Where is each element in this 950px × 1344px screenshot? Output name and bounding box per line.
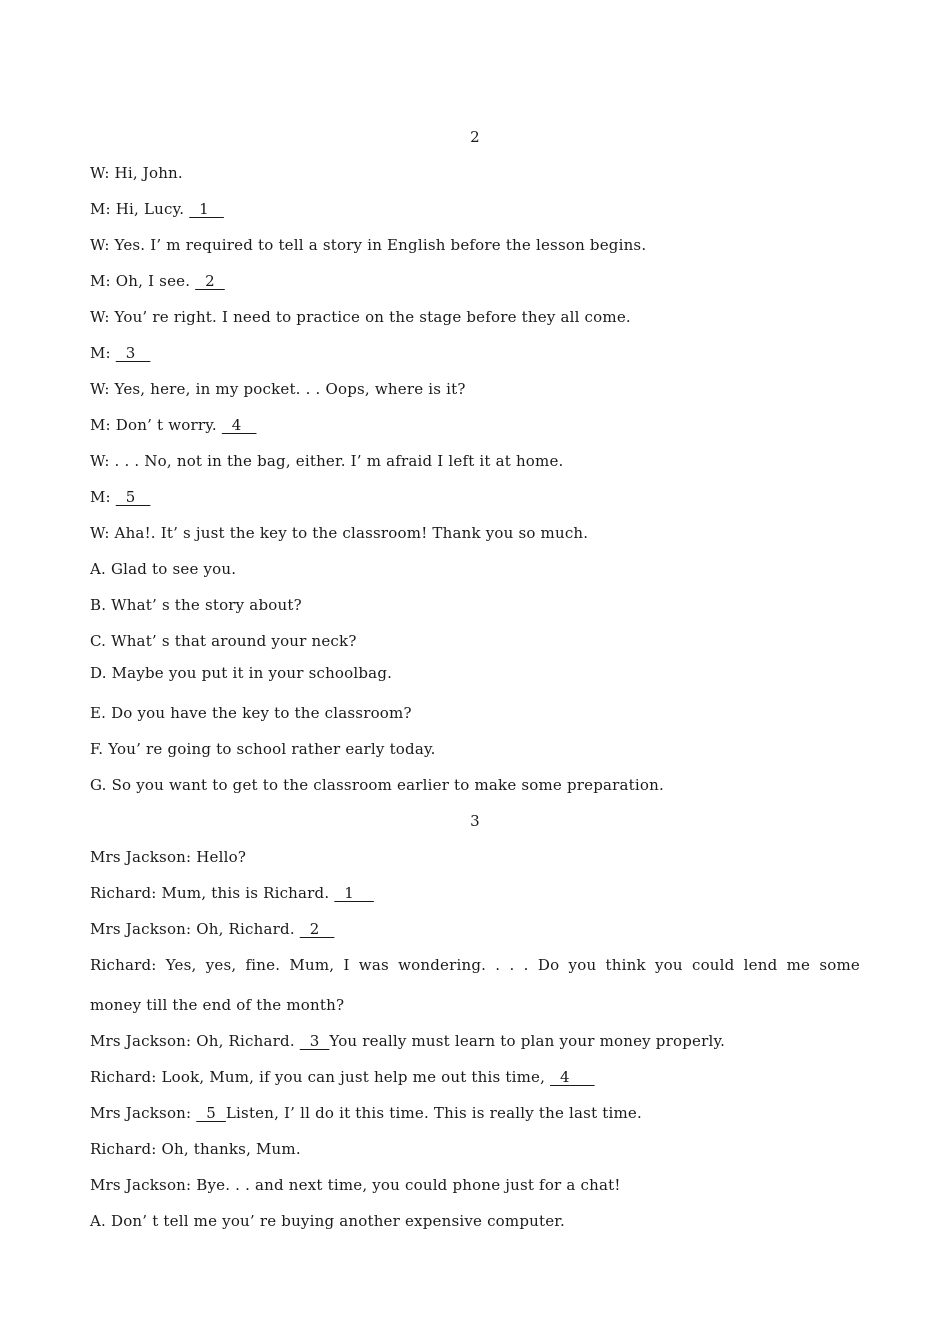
dialogue-line: W: . . . No, not in the bag, either. I’ m afraid I left it at home. xyxy=(90,452,564,470)
answer-blank: 4 xyxy=(550,1068,595,1086)
answer-blank: 3 xyxy=(299,1032,330,1050)
option-item: G. So you want to get to the classroom earlier to make some preparation. xyxy=(90,776,664,794)
answer-blank: 5 xyxy=(115,488,151,506)
dialogue-line: Richard: Oh, thanks, Mum. xyxy=(90,1140,301,1158)
dialogue-line: W: Hi, John. xyxy=(90,164,183,182)
dialogue-line: Mrs Jackson: 5 Listen, I’ ll do it this time. This is really the last time. xyxy=(90,1104,642,1122)
option-item: E. Do you have the key to the classroom? xyxy=(90,704,412,722)
answer-blank: 2 xyxy=(195,272,225,290)
dialogue-line: W: Yes, here, in my pocket. . . Oops, where is it? xyxy=(90,380,466,398)
option-item: F. You’ re going to school rather early today. xyxy=(90,740,436,758)
dialogue-line: Mrs Jackson: Oh, Richard. 3 You really must learn to plan your money properly. xyxy=(90,1032,726,1050)
answer-blank: 2 xyxy=(299,920,335,938)
dialogue-line: Mrs Jackson: Bye. . . and next time, you could phone just for a chat! xyxy=(90,1176,621,1194)
dialogue-line: Mrs Jackson: Oh, Richard. 2 xyxy=(90,920,335,938)
dialogue-line: Richard: Mum, this is Richard. 1 xyxy=(90,884,374,902)
dialogue-line: Richard: Yes, yes, fine. Mum, I was wondering. . . . Do you think you could lend me some xyxy=(90,956,860,974)
dialogue-line: W: Aha!. It’ s just the key to the classroom! Thank you so much. xyxy=(90,524,589,542)
option-item: A. Don’ t tell me you’ re buying another expensive computer. xyxy=(90,1212,565,1230)
answer-blank: 1 xyxy=(189,200,224,218)
dialogue-line: Mrs Jackson: Hello? xyxy=(90,848,247,866)
dialogue-line: Richard: Look, Mum, if you can just help me out this time, 4 xyxy=(90,1068,595,1086)
dialogue-line: W: Yes. I’ m required to tell a story in English before the lesson begins. xyxy=(90,236,647,254)
dialogue-line: M: Oh, I see. 2 xyxy=(90,272,225,290)
dialogue-line: money till the end of the month? xyxy=(90,996,345,1014)
dialogue-line: M: 5 xyxy=(90,488,151,506)
option-item: B. What’ s the story about? xyxy=(90,596,302,614)
dialogue-line: W: You’ re right. I need to practice on the stage before they all come. xyxy=(90,308,631,326)
answer-blank: 1 xyxy=(334,884,374,902)
answer-blank: 3 xyxy=(115,344,151,362)
section-number: 3 xyxy=(470,812,480,830)
answer-blank: 5 xyxy=(196,1104,226,1122)
option-item: D. Maybe you put it in your schoolbag. xyxy=(90,664,393,682)
answer-blank: 4 xyxy=(221,416,257,434)
dialogue-line: M: 3 xyxy=(90,344,151,362)
option-item: A. Glad to see you. xyxy=(90,560,237,578)
dialogue-line: M: Don’ t worry. 4 xyxy=(90,416,257,434)
option-item: C. What’ s that around your neck? xyxy=(90,632,357,650)
section-number: 2 xyxy=(470,128,480,146)
dialogue-line: M: Hi, Lucy. 1 xyxy=(90,200,224,218)
